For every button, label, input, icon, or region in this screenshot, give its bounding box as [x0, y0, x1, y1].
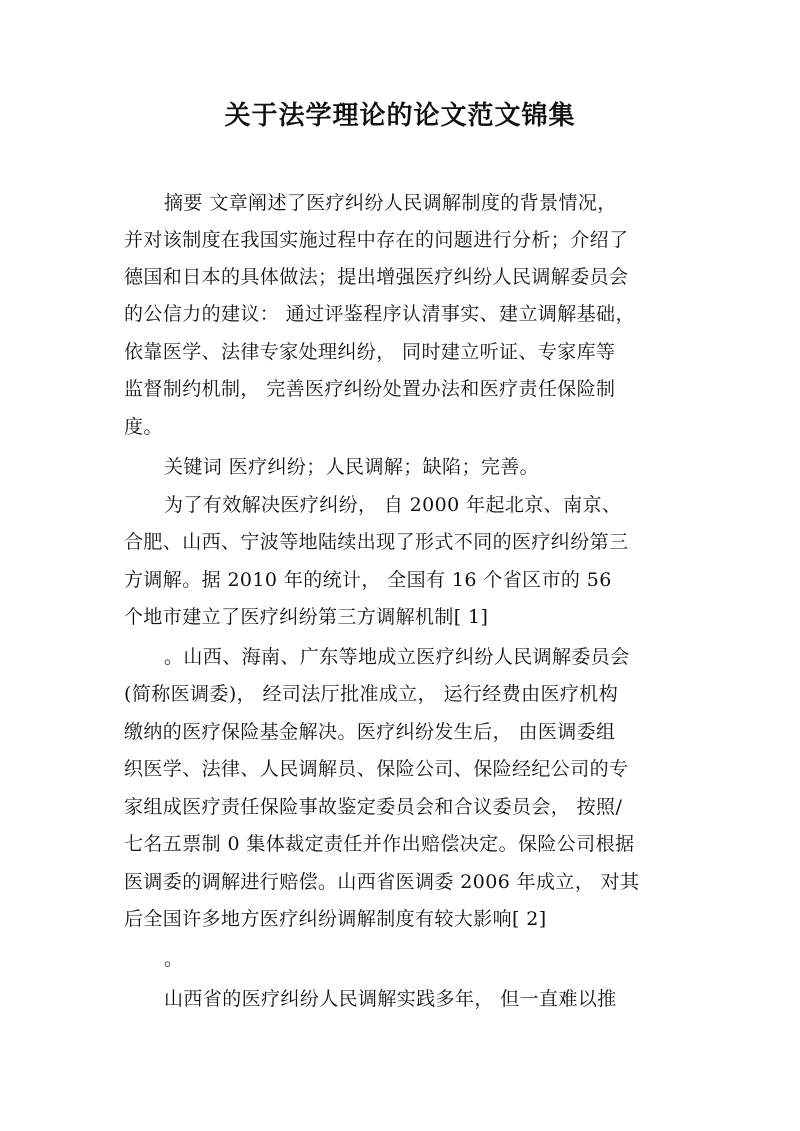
body-line-7: 缴纳的医疗保险基金解决。医疗纠纷发生后， 由医调委组: [124, 721, 616, 743]
body-line-5: 。山西、海南、广东等地成立医疗纠纷人民调解委员会: [164, 646, 630, 668]
body-line-3: 方调解。据 2010 年的统计， 全国有 16 个省区市的 56: [124, 569, 612, 591]
body-line-14: 山西省的医疗纠纷人民调解实践多年， 但一直难以推: [164, 988, 617, 1010]
keywords-line: 关键词 医疗纠纷；人民调解；缺陷；完善。: [164, 456, 540, 478]
body-line-8: 织医学、法律、人民调解员、保险公司、保险经纪公司的专: [124, 758, 629, 780]
abstract-line-7: 度。: [124, 416, 163, 438]
abstract-line-5: 依靠医学、法律专家处理纠纷， 同时建立听证、专家库等: [124, 341, 616, 363]
body-line-13: 。: [164, 948, 184, 970]
abstract-line-6: 监督制约机制， 完善医疗纠纷处置办法和医疗责任保险制: [124, 378, 616, 400]
abstract-line-1: 摘要 文章阐述了医疗纠纷人民调解制度的背景情况，: [164, 192, 617, 214]
body-line-1: 为了有效解决医疗纠纷， 自 2000 年起北京、南京、: [164, 494, 622, 516]
body-line-4: 个地市建立了医疗纠纷第三方调解机制[ 1]: [124, 606, 489, 628]
body-line-6: (简称医调委)， 经司法厅批准成立， 运行经费由医疗机构: [124, 683, 619, 705]
body-line-12: 后全国许多地方医疗纠纷调解制度有较大影响[ 2]: [124, 908, 547, 930]
abstract-line-3: 德国和日本的具体做法；提出增强医疗纠纷人民调解委员会: [124, 266, 629, 288]
body-line-2: 合肥、山西、宁波等地陆续出现了形式不同的医疗纠纷第三: [124, 531, 629, 553]
abstract-line-2: 并对该制度在我国实施过程中存在的问题进行分析；介绍了: [124, 229, 629, 251]
abstract-line-4: 的公信力的建议： 通过评鉴程序认清事实、建立调解基础，: [124, 303, 635, 325]
body-line-10: 七名五票制 0 集体裁定责任并作出赔偿决定。保险公司根据: [124, 833, 635, 855]
body-line-9: 家组成医疗责任保险事故鉴定委员会和合议委员会， 按照/: [124, 796, 623, 818]
document-title: 关于法学理论的论文范文锦集: [224, 101, 576, 131]
body-line-11: 医调委的调解进行赔偿。山西省医调委 2006 年成立， 对其: [124, 871, 640, 893]
